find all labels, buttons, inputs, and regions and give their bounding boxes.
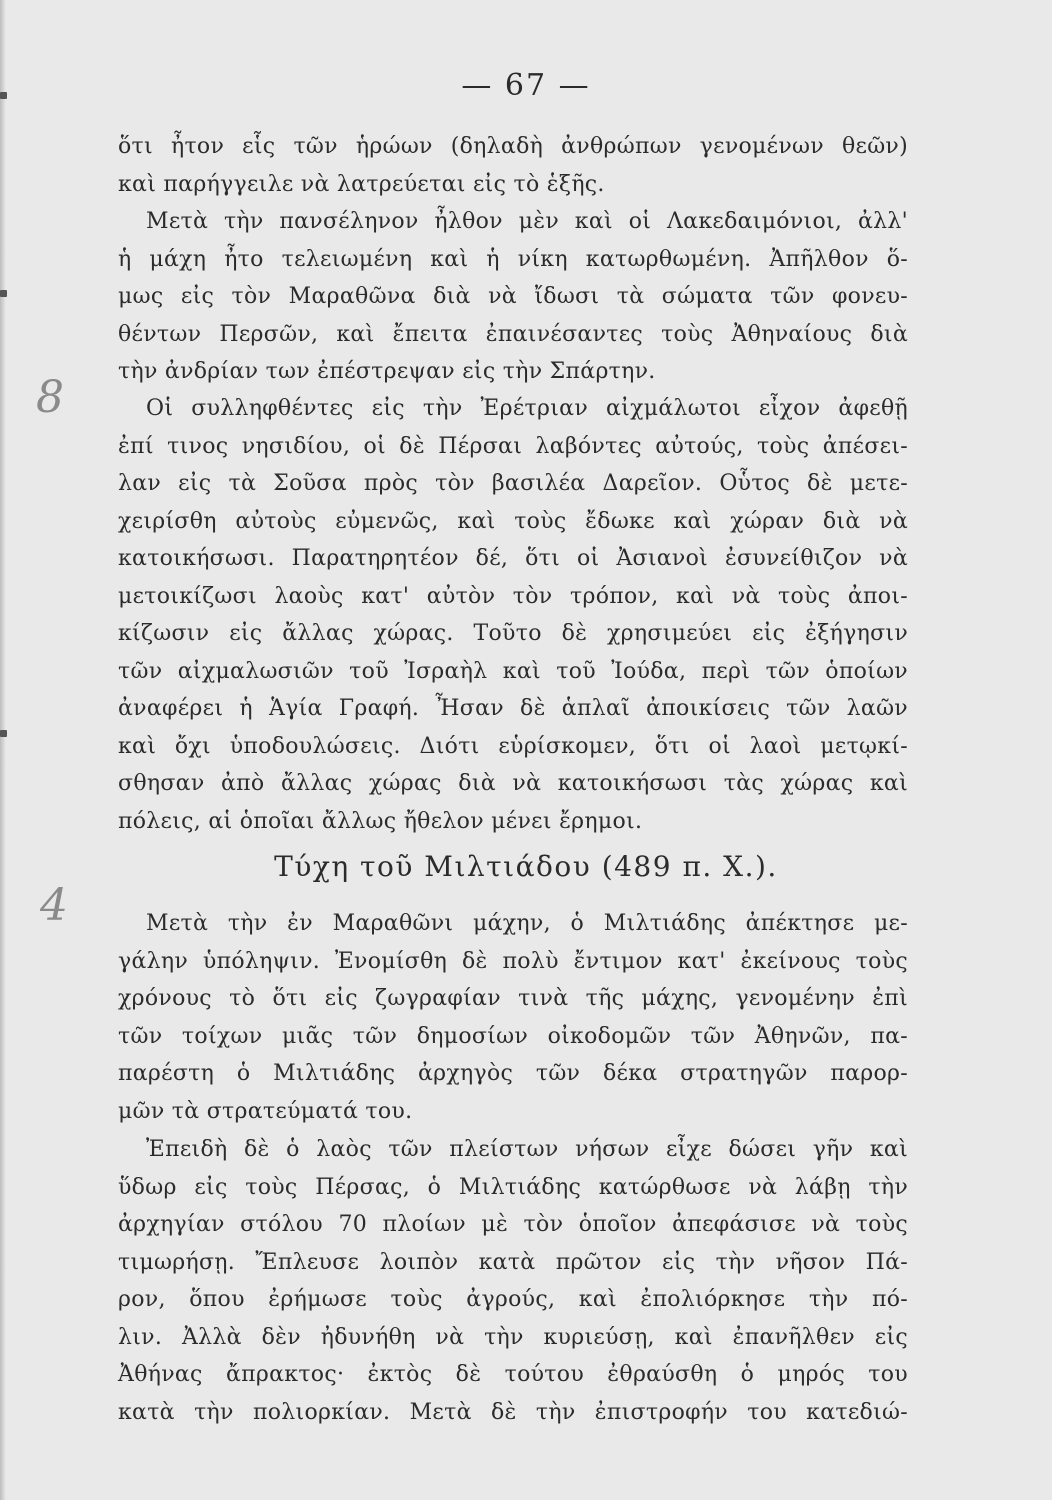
binding-mark — [0, 290, 7, 297]
text-line: ἀναφέρει ἡ Ἁγία Γραφή. Ἦσαν δὲ ἁπλαῖ ἀποικίσεις τῶν λαῶν — [118, 696, 908, 721]
paragraph — [118, 128, 908, 203]
text-line: μως εἰς τὸν Μαραθῶνα διὰ νὰ ἴδωσι τὰ σώματα τῶν φονευ- — [118, 284, 908, 309]
text-line: Ἐπειδὴ δὲ ὁ λαὸς τῶν πλείστων νήσων εἶχε δώσει γῆν καὶ — [146, 1137, 908, 1162]
text-line: ἀρχηγίαν στόλου 70 πλοίων μὲ τὸν ὁποῖον ἀπεφάσισε νὰ τοὺς — [118, 1212, 908, 1237]
text-line: τιμωρήσῃ. Ἔπλευσε λοιπὸν κατὰ πρῶτον εἰς τὴν νῆσον Πά- — [118, 1249, 908, 1275]
text-line: παρέστη ὁ Μιλτιάδης ἀρχηγὸς τῶν δέκα στρατηγῶν παρορ- — [118, 1061, 908, 1086]
text-line: γάλην ὑπόληψιν. Ἐνομίσθη δὲ πολὺ ἔντιμον κατ' ἐκείνους τοὺς — [118, 948, 908, 974]
paragraph — [118, 390, 908, 840]
text-line: χειρίσθη αὐτοὺς εὐμενῶς, καὶ τοὺς ἔδωκε καὶ χώραν διὰ νὰ — [118, 508, 908, 534]
paragraph — [118, 905, 908, 1130]
text-line: κατοικήσωσι. Παρατηρητέον δέ, ὅτι οἱ Ἀσιανοὶ ἐσυνείθιζον νὰ — [118, 546, 908, 571]
text-line: ρον, ὅπου ἐρήμωσε τοὺς ἀγρούς, καὶ ἐπολιόρκησε τὴν πό- — [118, 1287, 908, 1312]
paragraph — [118, 1131, 908, 1431]
margin-note: 8 — [36, 372, 64, 423]
text-line: ὅτι ἦτον εἷς τῶν ἡρώων (δηλαδὴ ἀνθρώπων γενομένων θεῶν) — [118, 134, 908, 159]
text-line: μῶν τὰ στρατεύματά του. — [118, 1098, 413, 1124]
page-number: — 67 — — [461, 68, 591, 103]
text-line: κατὰ τὴν πολιορκίαν. Μετὰ δὲ τὴν ἐπιστροφήν του κατεδιώ- — [118, 1399, 908, 1425]
text-line: τὴν ἀνδρίαν των ἐπέστρεψαν εἰς τὴν Σπάρτην. — [118, 359, 656, 384]
text-line: κίζωσιν εἰς ἄλλας χώρας. Τοῦτο δὲ χρησιμεύει εἰς ἐξήγησιν — [118, 621, 908, 646]
text-line: Οἱ συλληφθέντες εἰς τὴν Ἐρέτριαν αἰχμάλωτοι εἶχον ἀφεθῇ — [146, 396, 908, 421]
text-line: Μετὰ τὴν ἐν Μαραθῶνι μάχην, ὁ Μιλτιάδης ἀπέκτησε με- — [146, 911, 908, 936]
binding-mark — [0, 730, 7, 737]
text-line: τῶν τοίχων μιᾶς τῶν δημοσίων οἰκοδομῶν τῶν Ἀθηνῶν, πα- — [118, 1023, 908, 1049]
text-line: τῶν αἰχμαλωσιῶν τοῦ Ἰσραὴλ καὶ τοῦ Ἰούδα, περὶ τῶν ὁποίων — [118, 658, 908, 684]
text-line: καὶ παρήγγειλε νὰ λατρεύεται εἰς τὸ ἑξῆς. — [118, 171, 605, 197]
text-line: σθησαν ἀπὸ ἄλλας χώρας διὰ νὰ κατοικήσωσι τὰς χώρας καὶ — [118, 771, 908, 796]
text-line: χρόνους τὸ ὅτι εἰς ζωγραφίαν τινὰ τῆς μάχης, γενομένην ἐπὶ — [118, 986, 908, 1011]
text-line: πόλεις, αἱ ὁποῖαι ἄλλως ἤθελον μένει ἔρημοι. — [118, 808, 643, 834]
text-line: Ἀθήνας ἄπρακτος· ἐκτὸς δὲ τούτου ἐθραύσθη ὁ μηρός του — [118, 1362, 908, 1387]
text-line: καὶ ὄχι ὑποδουλώσεις. Διότι εὑρίσκομεν, ὅτι οἱ λαοὶ μετῳκί- — [118, 733, 908, 759]
text-line: λαν εἰς τὰ Σοῦσα πρὸς τὸν βασιλέα Δαρεῖον. Οὗτος δὲ μετε- — [118, 471, 908, 496]
margin-note: 4 — [40, 880, 68, 931]
text-line: ἐπί τινος νησιδίου, οἱ δὲ Πέρσαι λαβόντες αὐτούς, τοὺς ἀπέσει- — [118, 433, 908, 459]
page-edge — [0, 0, 6, 1500]
text-line: μετοικίζωσι λαοὺς κατ' αὐτὸν τὸν τρόπον, καὶ νὰ τοὺς ἀποι- — [118, 583, 908, 609]
text-line: ἡ μάχη ἦτο τελειωμένη καὶ ἡ νίκη κατωρθωμένη. Ἀπῆλθον ὅ- — [118, 246, 908, 272]
text-line: Μετὰ τὴν πανσέληνον ἦλθον μὲν καὶ οἱ Λακεδαιμόνιοι, ἀλλ' — [146, 209, 908, 234]
text-line: λιν. Ἀλλὰ δὲν ἠδυνήθη νὰ τὴν κυριεύσῃ, καὶ ἐπανῆλθεν εἰς — [118, 1324, 908, 1350]
paragraph — [118, 203, 908, 391]
text-line: θέντων Περσῶν, καὶ ἔπειτα ἐπαινέσαντες τοὺς Ἀθηναίους διὰ — [118, 321, 908, 347]
section-heading: Τύχη τοῦ Μιλτιάδου (489 π. Χ.). — [274, 850, 778, 883]
text-line: ὕδωρ εἰς τοὺς Πέρσας, ὁ Μιλτιάδης κατώρθωσε νὰ λάβῃ τὴν — [118, 1174, 908, 1200]
